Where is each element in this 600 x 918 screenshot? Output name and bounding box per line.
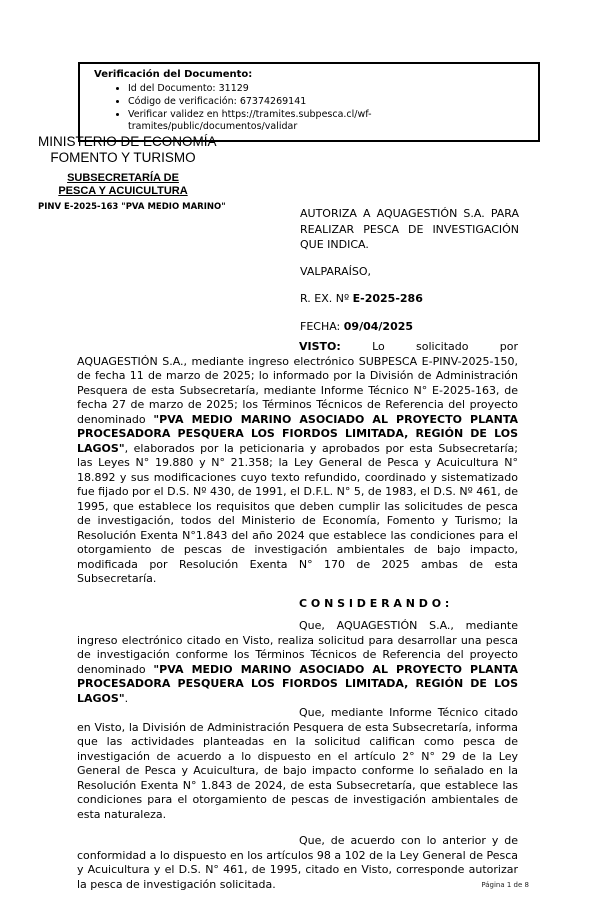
pinv-reference: PINV E-2025-163 "PVA MEDIO MARINO": [38, 202, 226, 212]
considerando-1-text-1: Que, AQUAGESTIÓN S.A., mediante ingreso electrónico citado en Visto, realiza solicitud para desarrollar una pesca de investigación conforme los Términos Técnicos de Referencia del proyecto denominado: [77, 619, 518, 676]
date-value: 09/04/2025: [343, 319, 414, 333]
page-indicator: Página 1 de 8: [481, 881, 529, 889]
considerando-1-project-name: "PVA MEDIO MARINO ASOCIADO AL PROYECTO PLANTA PROCESADORA PESQUERA LOS FIORDOS LIMITADA, REGIÓN DE LOS LAGOS": [77, 662, 518, 705]
org-header: [38, 134, 226, 212]
ministry-name-line2: FOMENTO Y TURISMO: [50, 149, 196, 165]
visto-label: VISTO:: [299, 340, 341, 353]
considerando-heading: C O N S I D E R A N D O :: [299, 596, 450, 610]
subsecretaria-title: SUBSECRETARÍA DE PESCA Y ACUICULTURA: [58, 172, 188, 197]
date-line: [300, 319, 519, 335]
city-line: VALPARAÍSO,: [300, 264, 372, 278]
ministry-name-line1: MINISTERIO DE ECONOMÍA: [38, 134, 217, 149]
verification-list: [94, 83, 532, 133]
considerando-paragraph-2: Que, mediante Informe Técnico citado en Visto, la División de Administración Pesquera de esta Subsecretaría, informa que las actividades planteadas en la solicitud califican como pesca de investigación de acuerdo a lo dispuesto en el artículo 2° N° 29 de la Ley General de Pesca y Acuicultura, de bajo impacto conforme lo señalado en la Resolución Exenta N° 1.843 de 2024, de esta Subsecretaría, que establece las condiciones para el otorgamiento de pescas de investigación ambientales de esta naturaleza.: [77, 706, 518, 821]
visto-text-1: Lo solicitado por AQUAGESTIÓN S.A., mediante ingreso electrónico SUBPESCA E-PINV-2025-150, de fecha 11 de marzo de 2025; lo informado por la División de Administración Pesquera de esta Subsecretaría, mediante Informe Técnico N° E-2025-163, de fecha 27 de marzo de 2025; los Términos Técnicos de Referencia del proyecto denominado: [77, 340, 518, 426]
resolution-header: [300, 206, 519, 334]
considerando-1-text-2: .: [124, 691, 129, 705]
verification-item-document-id: • Id del Documento: 31129: [128, 83, 532, 95]
date-label: FECHA:: [300, 319, 344, 333]
considerando-paragraph-1: [77, 619, 518, 706]
visto-paragraph: [77, 340, 518, 587]
verification-box: [78, 62, 540, 142]
verification-item-code: • Código de verificación: 67374269141: [128, 96, 532, 108]
considerando-paragraph-3: Que, de acuerdo con lo anterior y de conformidad a lo dispuesto en los artículos 98 a 102 de la Ley General de Pesca y Acuicultura y el D.S. N° 461, de 1995, citado en Visto, corresponde autorizar la pesca de investigación solicitada.: [77, 834, 518, 891]
resolution-number-value: E-2025-286: [352, 292, 423, 305]
verification-item-url: • Verificar validez en https://tramites.subpesca.cl/wf-tramites/public/documentos/validar: [128, 109, 532, 133]
document-body: [77, 340, 518, 892]
resolution-number-line: [300, 291, 519, 307]
resolution-subject: AUTORIZA A AQUAGESTIÓN S.A. PARA REALIZAR PESCA DE INVESTIGACIÓN QUE INDICA.: [300, 207, 519, 251]
visto-text-2: , elaborados por la peticionaria y aprobados por esta Subsecretaría; las Leyes N° 19.880 y N° 21.358; la Ley General de Pesca y Acuicultura N° 18.892 y sus modificaciones cuyo texto refundido, coordinado y sistematizado fue fijado por el D.S. Nº 430, de 1991, el D.F.L. N° 5, de 1983, el D.S. Nº 461, de 1995, que establece los requisitos que deben cumplir las solicitudes de pesca de investigación, todos del Ministerio de Economía, Fomento y Turismo; la Resolución Exenta N°1.843 del año 2024 que establece las condiciones para el otorgamiento de pescas de investigación ambientales de bajo impacto, modificada por Resolución Exenta N° 170 de 2025 ambas de esta Subsecretaría.: [77, 441, 518, 585]
visto-project-name: "PVA MEDIO MARINO ASOCIADO AL PROYECTO PLANTA PROCESADORA PESQUERA LOS FIORDOS LIMITADA, REGIÓN DE LOS LAGOS": [77, 412, 518, 455]
resolution-number-label: R. EX. Nº: [300, 292, 353, 305]
verification-title: Verificación del Documento:: [94, 69, 253, 80]
